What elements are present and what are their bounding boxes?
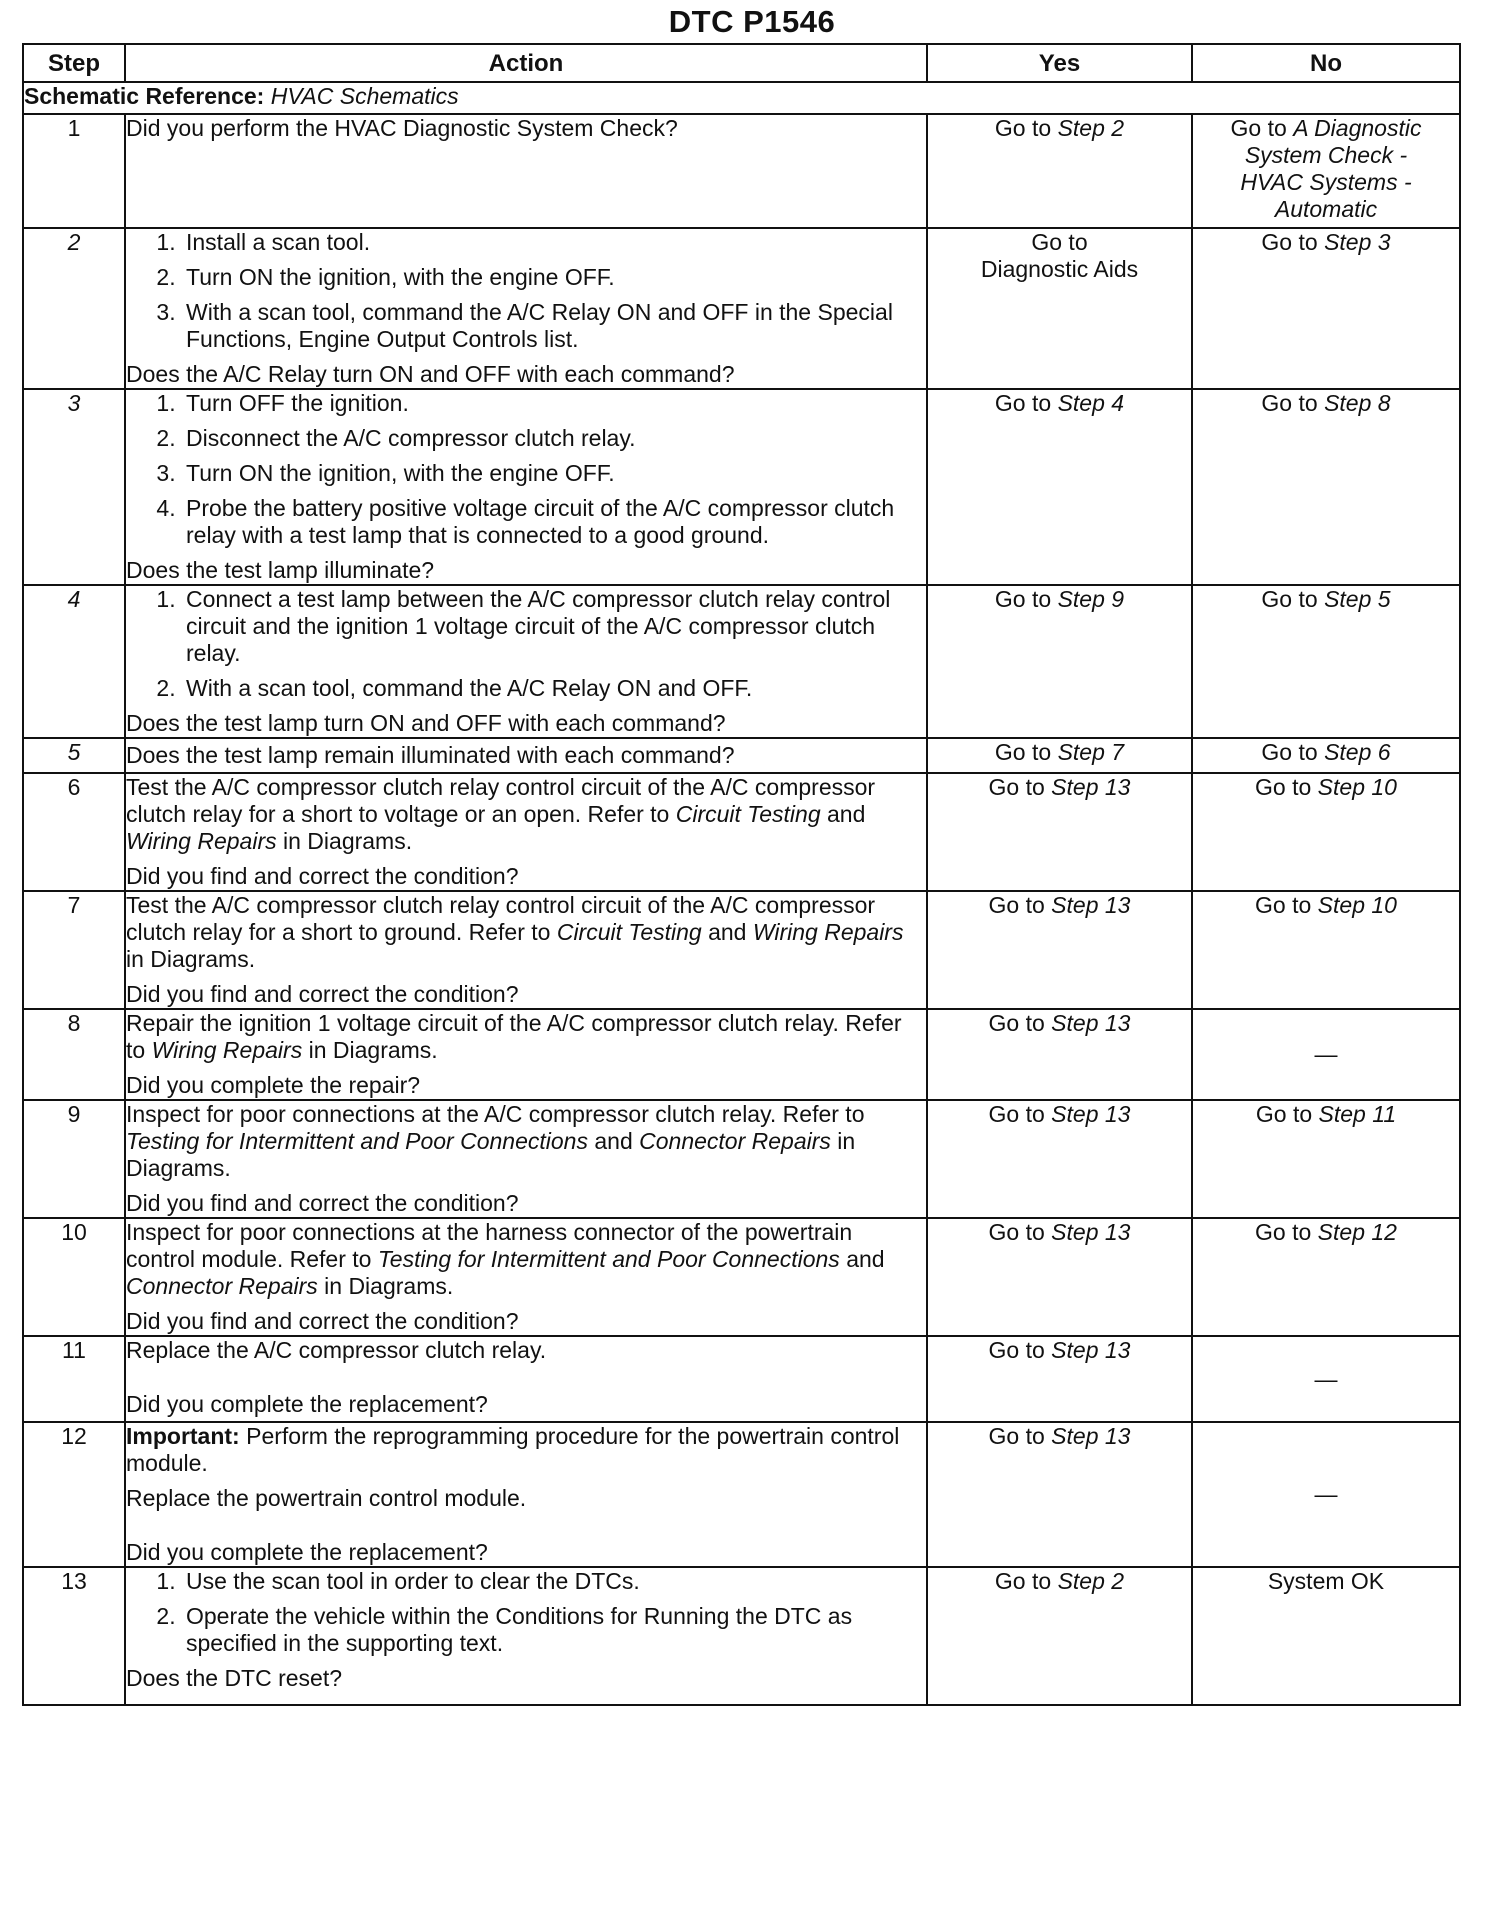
yes-cell[interactable]: Go to Step 2 <box>927 114 1192 228</box>
yes-cell[interactable]: Go to Step 13 <box>927 1009 1192 1100</box>
diagnostic-table <box>22 43 1461 1706</box>
important-note: Important: Perform the reprogramming procedure for the powertrain control module. <box>126 1423 900 1476</box>
step-text: Inspect for poor connections at the A/C compressor clutch relay. Refer to Testing for Intermittent and Poor Connections and Connector Repairs in Diagrams. <box>126 1101 865 1181</box>
header-row <box>23 44 1460 82</box>
step-question: Does the test lamp illuminate? <box>126 557 435 583</box>
schematic-link[interactable]: HVAC Schematics <box>270 83 459 109</box>
step-text: Repair the ignition 1 voltage circuit of the A/C compressor clutch relay. Refer to Wiring Repairs in Diagrams. <box>126 1010 902 1063</box>
step-instructions <box>126 390 926 549</box>
step-question: Does the test lamp remain illuminated with each command? <box>126 742 735 768</box>
step-instructions <box>126 586 926 702</box>
step-action <box>125 738 927 773</box>
step-question: Did you complete the replacement? <box>126 1391 488 1417</box>
step-number: 1 <box>23 114 125 228</box>
yes-cell[interactable]: Go to Step 13 <box>927 1100 1192 1218</box>
table-row <box>23 1567 1460 1705</box>
step-number: 13 <box>23 1567 125 1705</box>
table-row <box>23 585 1460 738</box>
step-number: 7 <box>23 891 125 1009</box>
no-cell: — <box>1192 1336 1460 1422</box>
step-text: Inspect for poor connections at the harness connector of the powertrain control module. Refer to Testing for Intermittent and Poor Connections and Connector Repairs in Diagrams. <box>126 1219 885 1299</box>
list-item: 1. Connect a test lamp between the A/C compressor clutch relay control circuit and the ignition 1 voltage circuit of the A/C compressor clutch relay. <box>182 586 926 667</box>
yes-cell[interactable]: Go to Step 13 <box>927 891 1192 1009</box>
header-yes: Yes <box>927 44 1192 82</box>
step-action <box>125 228 927 389</box>
step-action <box>125 114 927 228</box>
no-cell[interactable]: Go to Step 10 <box>1192 773 1460 891</box>
step-action <box>125 1567 927 1705</box>
table-row <box>23 228 1460 389</box>
yes-cell[interactable]: Go to Diagnostic Aids <box>927 228 1192 389</box>
no-cell[interactable]: Go to Step 3 <box>1192 228 1460 389</box>
step-text: Test the A/C compressor clutch relay control circuit of the A/C compressor clutch relay for a short to voltage or an open. Refer to Circuit Testing and Wiring Repairs in Diagrams. <box>126 774 876 854</box>
step-text: Test the A/C compressor clutch relay control circuit of the A/C compressor clutch relay for a short to ground. Refer to Circuit Testing and Wiring Repairs in Diagrams. <box>126 892 904 972</box>
no-cell: — <box>1192 1422 1460 1567</box>
table-row <box>23 1336 1460 1422</box>
no-cell[interactable]: Go to A Diagnostic System Check - HVAC Systems - Automatic <box>1192 114 1460 228</box>
schematic-row <box>23 82 1460 114</box>
step-number: 6 <box>23 773 125 891</box>
step-number: 10 <box>23 1218 125 1336</box>
yes-cell[interactable]: Go to Step 9 <box>927 585 1192 738</box>
list-item: 2. Disconnect the A/C compressor clutch relay. <box>182 425 926 452</box>
table-row <box>23 389 1460 585</box>
step-question: Did you find and correct the condition? <box>126 1308 519 1334</box>
step-question: Did you complete the repair? <box>126 1072 421 1098</box>
step-question: Did you find and correct the condition? <box>126 1190 519 1216</box>
step-number: 8 <box>23 1009 125 1100</box>
step-number: 3 <box>23 389 125 585</box>
header-no: No <box>1192 44 1460 82</box>
no-cell[interactable]: Go to Step 12 <box>1192 1218 1460 1336</box>
step-action <box>125 891 927 1009</box>
step-instructions <box>126 1568 926 1657</box>
list-item: 2. With a scan tool, command the A/C Relay ON and OFF. <box>182 675 926 702</box>
yes-cell[interactable]: Go to Step 4 <box>927 389 1192 585</box>
step-action <box>125 1009 927 1100</box>
no-cell[interactable]: Go to Step 10 <box>1192 891 1460 1009</box>
list-item: 4. Probe the battery positive voltage circuit of the A/C compressor clutch relay with a test lamp that is connected to a good ground. <box>182 495 926 549</box>
list-item: 1. Turn OFF the ignition. <box>182 390 926 417</box>
schematic-reference <box>23 82 1460 114</box>
list-item: 3. Turn ON the ignition, with the engine OFF. <box>182 460 926 487</box>
step-instructions <box>126 229 926 353</box>
table-row <box>23 891 1460 1009</box>
yes-cell[interactable]: Go to Step 7 <box>927 738 1192 773</box>
step-action <box>125 1100 927 1218</box>
no-cell[interactable]: Go to Step 6 <box>1192 738 1460 773</box>
list-item: 2. Operate the vehicle within the Conditions for Running the DTC as specified in the supporting text. <box>182 1603 926 1657</box>
no-cell: — <box>1192 1009 1460 1100</box>
step-number: 9 <box>23 1100 125 1218</box>
list-item: 2. Turn ON the ignition, with the engine OFF. <box>182 264 926 291</box>
table-row <box>23 1100 1460 1218</box>
step-question: Does the test lamp turn ON and OFF with each command? <box>126 710 726 736</box>
step-text: Replace the powertrain control module. <box>126 1485 527 1511</box>
table-row <box>23 1009 1460 1100</box>
yes-cell[interactable]: Go to Step 13 <box>927 1422 1192 1567</box>
step-question: Did you find and correct the condition? <box>126 863 519 889</box>
step-action <box>125 1336 927 1422</box>
step-question: Does the DTC reset? <box>126 1665 343 1691</box>
step-number: 11 <box>23 1336 125 1422</box>
step-action <box>125 773 927 891</box>
no-cell[interactable]: Go to Step 8 <box>1192 389 1460 585</box>
header-step: Step <box>23 44 125 82</box>
yes-cell[interactable]: Go to Step 13 <box>927 1336 1192 1422</box>
step-action <box>125 1218 927 1336</box>
step-text: Replace the A/C compressor clutch relay. <box>126 1337 547 1363</box>
step-action <box>125 1422 927 1567</box>
yes-cell[interactable]: Go to Step 2 <box>927 1567 1192 1705</box>
no-cell: System OK <box>1192 1567 1460 1705</box>
yes-cell[interactable]: Go to Step 13 <box>927 773 1192 891</box>
yes-cell[interactable]: Go to Step 13 <box>927 1218 1192 1336</box>
list-item: 1. Use the scan tool in order to clear the DTCs. <box>182 1568 926 1595</box>
table-row <box>23 1218 1460 1336</box>
step-number: 4 <box>23 585 125 738</box>
table-row <box>23 738 1460 773</box>
table-row <box>23 773 1460 891</box>
step-action <box>125 389 927 585</box>
step-number: 5 <box>23 738 125 773</box>
no-cell[interactable]: Go to Step 11 <box>1192 1100 1460 1218</box>
page-title: DTC P1546 <box>668 4 836 39</box>
step-question: Did you find and correct the condition? <box>126 981 519 1007</box>
step-action <box>125 585 927 738</box>
list-item: 1. Install a scan tool. <box>182 229 926 256</box>
list-item: 3. With a scan tool, command the A/C Relay ON and OFF in the Special Functions, Engine Output Controls list. <box>182 299 926 353</box>
header-action: Action <box>125 44 927 82</box>
schematic-label: Schematic Reference: <box>24 83 265 109</box>
step-question: Did you perform the HVAC Diagnostic System Check? <box>126 115 678 141</box>
table-row <box>23 1422 1460 1567</box>
step-number: 12 <box>23 1422 125 1567</box>
step-question: Did you complete the replacement? <box>126 1539 488 1565</box>
step-question: Does the A/C Relay turn ON and OFF with each command? <box>126 361 735 387</box>
step-number: 2 <box>23 228 125 389</box>
no-cell[interactable]: Go to Step 5 <box>1192 585 1460 738</box>
table-row <box>23 114 1460 228</box>
